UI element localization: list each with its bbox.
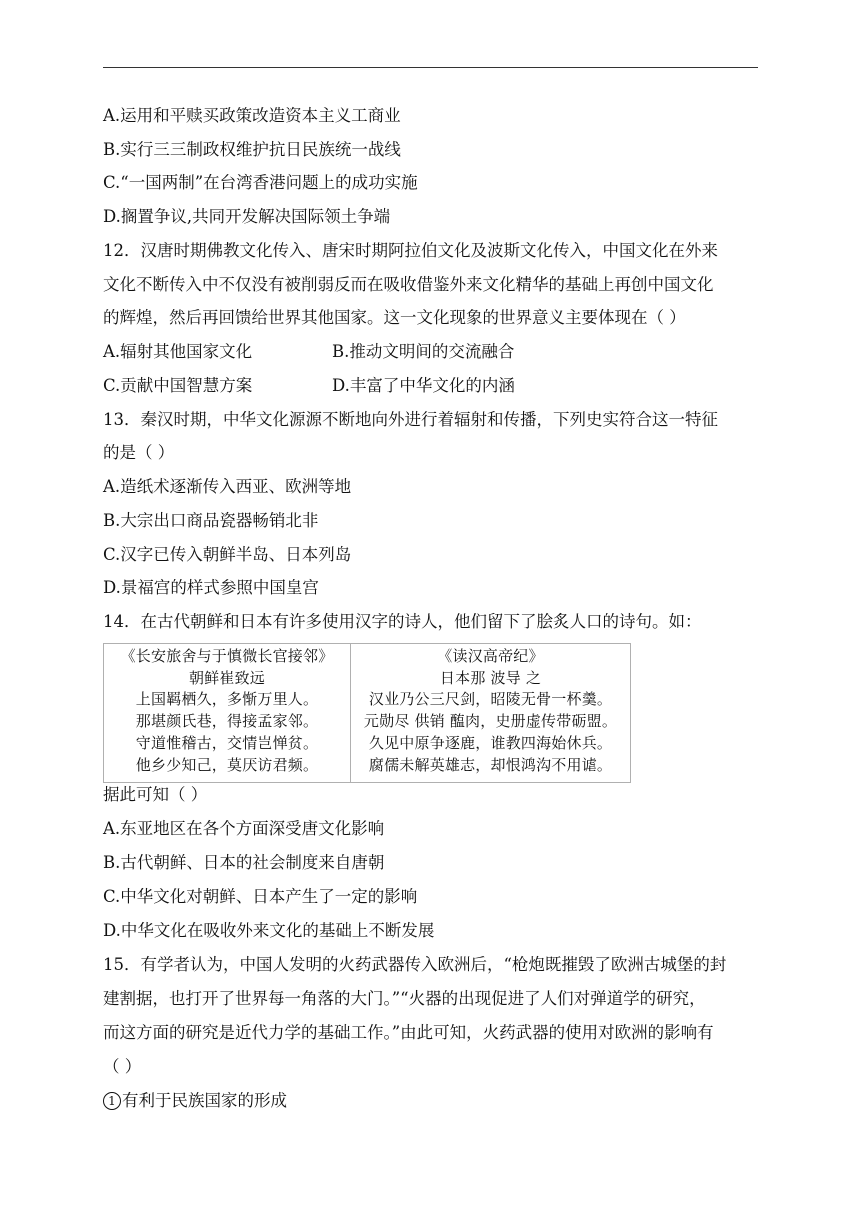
q13-stem-line-1: 13．秦汉时期，中华文化源源不断地向外进行着辐射和传播，下列史实符合这一特征 <box>103 410 718 429</box>
q15-stem-line-2: 建割据，也打开了世界每一角落的大门。”“火器的出现促进了人们对弹道学的研究， <box>103 989 706 1008</box>
q12-option-b: B.推动文明间的交流融合 <box>332 342 515 361</box>
q12-option-c: C.贡献中国智慧方案 <box>103 376 253 395</box>
q14-option-d: D.中华文化在吸收外来文化的基础上不断发展 <box>103 921 435 940</box>
q14-option-c: C.中华文化对朝鲜、日本产生了一定的影响 <box>103 887 418 906</box>
poem-line: 他乡少知己，莫厌访君频。 <box>135 755 319 774</box>
q14-option-a: A.东亚地区在各个方面深受唐文化影响 <box>103 819 385 838</box>
poem-line: 元勋尽 供销 醢肉，史册虚传带砺盟。 <box>363 712 618 731</box>
q12-stem-line-3: 的辉煌，然后再回馈给世界其他国家。这一文化现象的世界意义主要体现在（ ） <box>103 308 686 327</box>
q11-option-d: D.搁置争议,共同开发解决国际领土争端 <box>103 207 391 226</box>
q13-option-d: D.景福宫的样式参照中国皇宫 <box>103 578 319 597</box>
q14-after-text: 据此可知（ ） <box>103 785 208 804</box>
poem-japanese <box>351 646 630 776</box>
poem-author: 朝鲜崔致远 <box>188 668 265 687</box>
q15-item-1-text: 有利于民族国家的形成 <box>122 1091 287 1110</box>
q12-option-d: D.丰富了中华文化的内涵 <box>332 376 515 395</box>
q11-option-b: B.实行三三制政权维护抗日民族统一战线 <box>103 140 401 159</box>
poem-line: 那堪颜氏巷，得接孟家邻。 <box>135 712 319 731</box>
poem-line: 汉业乃公三尺剑，昭陵无骨一杯羹。 <box>368 690 613 709</box>
q13-option-a: A.造纸术逐渐传入西亚、欧洲等地 <box>103 477 352 496</box>
q11-option-c: C.“一国两制”在台湾香港问题上的成功实施 <box>103 173 418 192</box>
poem-line: 腐儒未解英雄志，却恨鸿沟不用谑。 <box>368 755 613 774</box>
q15-item-1 <box>103 1091 287 1111</box>
header-rule <box>103 67 758 68</box>
poem-korean <box>104 646 350 776</box>
q13-option-c: C.汉字已传入朝鲜半岛、日本列岛 <box>103 545 352 564</box>
q14-option-b: B.古代朝鲜、日本的社会制度来自唐朝 <box>103 853 385 872</box>
q15-stem-line-1: 15．有学者认为，中国人发明的火药武器传入欧洲后，“枪炮既摧毁了欧洲古城堡的封 <box>103 955 727 974</box>
poem-author: 日本那 波导 之 <box>439 668 542 687</box>
q12-stem-line-2: 文化不断传入中不仅没有被削弱反而在吸收借鉴外来文化精华的基础上再创中国文化 <box>103 275 714 294</box>
poem-line: 守道惟稽古，交情岂惮贫。 <box>135 733 319 752</box>
q15-stem-line-4: （ ） <box>103 1057 142 1076</box>
poem-table <box>103 643 631 783</box>
q13-stem-line-2: 的是（ ） <box>103 443 175 462</box>
poem-line: 上国羁栖久，多惭万里人。 <box>135 690 319 709</box>
q15-stem-line-3: 而这方面的研究是近代力学的基础工作。”由此可知，火药武器的使用对欧洲的影响有 <box>103 1023 714 1042</box>
circled-number: 1 <box>103 1092 121 1110</box>
q12-stem-line-1: 12．汉唐时期佛教文化传入、唐宋时期阿拉伯文化及波斯文化传入，中国文化在外来 <box>103 241 718 260</box>
q11-option-a: A.运用和平赎买政策改造资本主义工商业 <box>103 106 401 125</box>
poem-title: 《长安旅舍与于慎微长官接邻》 <box>120 647 334 665</box>
q13-option-b: B.大宗出口商品瓷器畅销北非 <box>103 511 319 530</box>
q12-option-a: A.辐射其他国家文化 <box>103 342 253 361</box>
poem-line: 久见中原争逐鹿，谁教四海始休兵。 <box>368 733 613 752</box>
poem-title: 《读汉高帝纪》 <box>437 647 544 665</box>
q14-stem: 14．在古代朝鲜和日本有许多使用汉字的诗人，他们留下了脍炙人口的诗句。如： <box>103 612 702 631</box>
